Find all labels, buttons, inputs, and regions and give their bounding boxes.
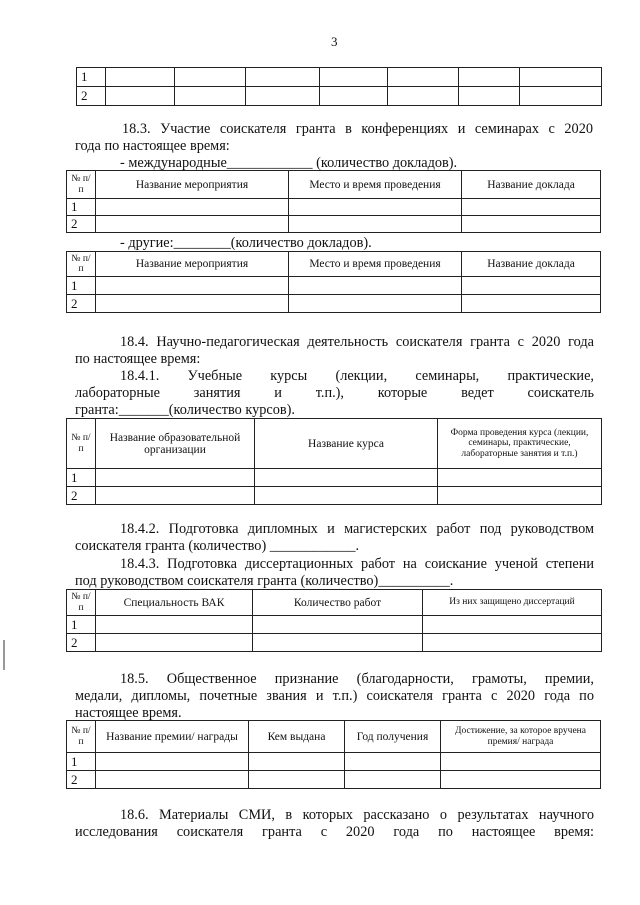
- col-header: Количество работ: [253, 590, 423, 616]
- row-number: 1: [77, 68, 106, 87]
- table-row: [67, 487, 602, 505]
- section-18-6-line1: 18.6. Материалы СМИ, в которых рассказано о результатах научного: [120, 807, 594, 823]
- table-row: [67, 771, 601, 789]
- intl-count-field[interactable]: ____________: [226, 155, 313, 171]
- table-row: [67, 216, 601, 233]
- awards-table: [66, 720, 601, 789]
- intl-count-note: (количество докладов).: [316, 155, 458, 171]
- section-18-4-1-line2: лабораторные занятия и т.п.), которые ведет соискатель: [75, 385, 594, 401]
- row-number: 2: [67, 487, 96, 505]
- table-row: [77, 87, 602, 106]
- table-header-row: [67, 590, 602, 616]
- row-number: 2: [77, 87, 106, 106]
- section-18-4-2-line1: 18.4.2. Подготовка дипломных и магистерских работ под руководством: [120, 521, 594, 537]
- intl-conferences-table: [66, 170, 601, 233]
- row-number: 1: [67, 469, 96, 487]
- col-header: Название мероприятия: [96, 252, 289, 277]
- intl-label: - международные: [120, 155, 227, 171]
- continuation-table: [76, 67, 602, 106]
- section-18-4-2-line2: соискателя гранта (количество) ____________.: [75, 538, 360, 554]
- section-18-4-1-line3: гранта:_______(количество курсов).: [75, 402, 295, 418]
- section-18-5-line2: медали, дипломы, почетные звания и т.п.) соискателя гранта с 2020 года по: [75, 688, 594, 704]
- col-header: Название образовательной организации: [96, 419, 255, 469]
- table-row: [67, 277, 601, 295]
- col-header: Название доклада: [462, 252, 601, 277]
- page-number: 3: [331, 34, 338, 49]
- row-number: 1: [67, 616, 96, 634]
- dissertations-table: [66, 589, 602, 652]
- section-18-6-line2: исследования соискателя гранта с 2020 года по настоящее время:: [75, 824, 594, 840]
- section-18-4-1-line1: 18.4.1. Учебные курсы (лекции, семинары, практические,: [120, 368, 594, 384]
- col-header: Название доклада: [462, 171, 601, 199]
- table-header-row: [67, 171, 601, 199]
- col-header: Специальность ВАК: [96, 590, 253, 616]
- col-header: Место и время проведения: [289, 252, 462, 277]
- section-18-5-line3: настоящее время.: [75, 705, 182, 721]
- other-conferences-line: [120, 235, 372, 252]
- col-header: Форма проведения курса (лекции, семинары, практические, лабораторные занятия и т.п.): [438, 419, 602, 469]
- table-row: [67, 753, 601, 771]
- col-header: Место и время проведения: [289, 171, 462, 199]
- other-count-field[interactable]: ________: [173, 235, 231, 251]
- section-18-4-line1: 18.4. Научно-педагогическая деятельность соискателя гранта с 2020 года: [120, 334, 594, 350]
- col-header: Из них защищено диссертаций: [423, 590, 602, 616]
- other-conferences-table: [66, 251, 601, 313]
- table-row: [67, 616, 602, 634]
- courses-table: [66, 418, 602, 505]
- col-header: № п/п: [67, 721, 96, 753]
- table-row: [67, 199, 601, 216]
- col-header: № п/п: [67, 171, 96, 199]
- section-18-4-line2: по настоящее время:: [75, 351, 201, 367]
- row-number: 1: [67, 753, 96, 771]
- row-number: 1: [67, 199, 96, 216]
- row-number: 2: [67, 216, 96, 233]
- table-row: [77, 68, 602, 87]
- col-header: № п/п: [67, 252, 96, 277]
- section-18-4-3-line2: под руководством соискателя гранта (количество)__________.: [75, 573, 454, 589]
- table-header-row: [67, 721, 601, 753]
- scan-margin-mark: [3, 640, 5, 670]
- col-header: Название курса: [255, 419, 438, 469]
- table-header-row: [67, 419, 602, 469]
- section-18-5-line1: 18.5. Общественное признание (благодарности, грамоты, премии,: [120, 671, 594, 687]
- col-header: Кем выдана: [249, 721, 345, 753]
- section-18-3-line2: года по настоящее время:: [75, 138, 230, 154]
- table-header-row: [67, 252, 601, 277]
- col-header: Год получения: [345, 721, 441, 753]
- section-18-4-3-line1: 18.4.3. Подготовка диссертационных работ на соискание ученой степени: [120, 556, 594, 572]
- section-18-3-line1: 18.3. Участие соискателя гранта в конференциях и семинарах с 2020: [122, 121, 593, 137]
- row-number: 2: [67, 634, 96, 652]
- col-header: № п/п: [67, 590, 96, 616]
- col-header: Название мероприятия: [96, 171, 289, 199]
- table-row: [67, 469, 602, 487]
- table-row: [67, 295, 601, 313]
- col-header: Достижение, за которое вручена премия/ награда: [441, 721, 601, 753]
- col-header: Название премии/ награды: [96, 721, 249, 753]
- row-number: 2: [67, 295, 96, 313]
- other-label: - другие:: [120, 235, 174, 251]
- row-number: 1: [67, 277, 96, 295]
- row-number: 2: [67, 771, 96, 789]
- table-row: [67, 634, 602, 652]
- other-count-note: (количество докладов).: [230, 235, 372, 251]
- col-header: № п/п: [67, 419, 96, 469]
